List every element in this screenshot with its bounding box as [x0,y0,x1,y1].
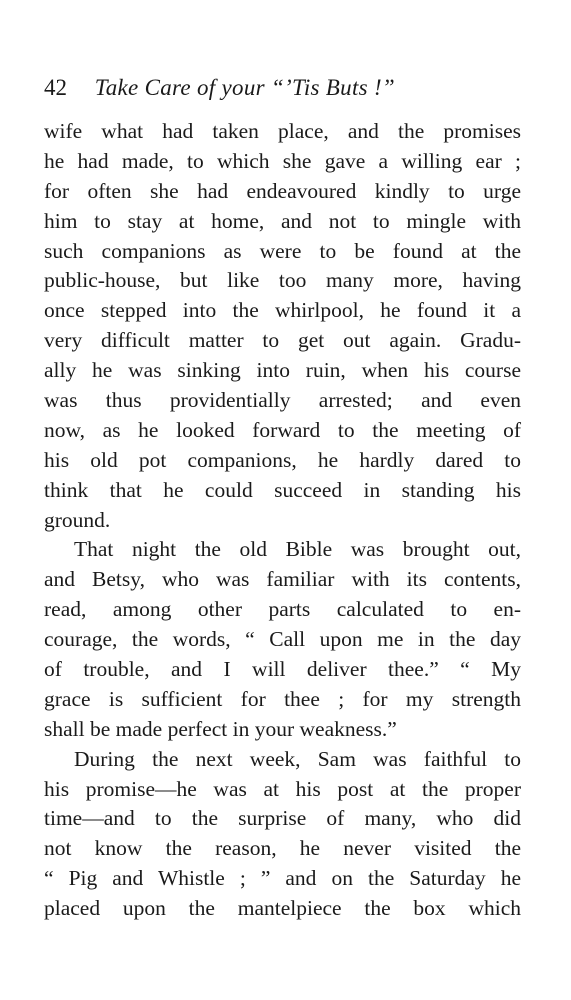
text-line: public-house, but like too many more, having [44,268,521,293]
text-line: and Betsy, who was familiar with its contents, [44,567,521,592]
text-line: him to stay at home, and not to mingle with [44,208,521,233]
body-text [44,117,521,924]
text-line: not know the reason, he never visited the [44,836,521,861]
running-title: Take Care of your “’Tis Buts !” [94,75,395,100]
text-line: such companions as were to be found at the [44,238,521,263]
text-line: he had made, to which she gave a willing ear ; [44,148,521,173]
text-line: was thus providentially arrested; and even [44,388,521,413]
page-number: 42 [44,75,67,100]
text-line: think that he could succeed in standing his [44,477,521,502]
text-line: placed upon the mantelpiece the box which [44,896,521,921]
text-line: ally he was sinking into ruin, when his course [44,358,521,383]
text-line: “ Pig and Whistle ; ” and on the Saturday he [44,866,521,891]
text-line: time—and to the surprise of many, who did [44,806,521,831]
text-line: courage, the words, “ Call upon me in the day [44,627,521,652]
text-line: wife what had taken place, and the promises [44,119,521,143]
text-line: read, among other parts calculated to en- [44,597,521,622]
text-line: his old pot companions, he hardly dared to [44,447,521,472]
text-line: That night the old Bible was brought out, [74,537,521,562]
text-line: shall be made perfect in your weakness.” [44,716,397,741]
running-head [44,72,528,104]
text-line: for often she had endeavoured kindly to urge [44,178,521,203]
text-line: During the next week, Sam was faithful to [74,746,521,771]
text-line: ground. [44,507,111,532]
text-line: now, as he looked forward to the meeting of [44,417,521,442]
text-line: very difficult matter to get out again. Gradu- [44,328,521,353]
text-line: once stepped into the whirlpool, he found it a [44,298,521,323]
text-line: his promise—he was at his post at the proper [44,776,521,801]
text-line: of trouble, and I will deliver thee.” “ My [44,657,521,682]
text-line: grace is sufficient for thee ; for my strength [44,686,521,711]
